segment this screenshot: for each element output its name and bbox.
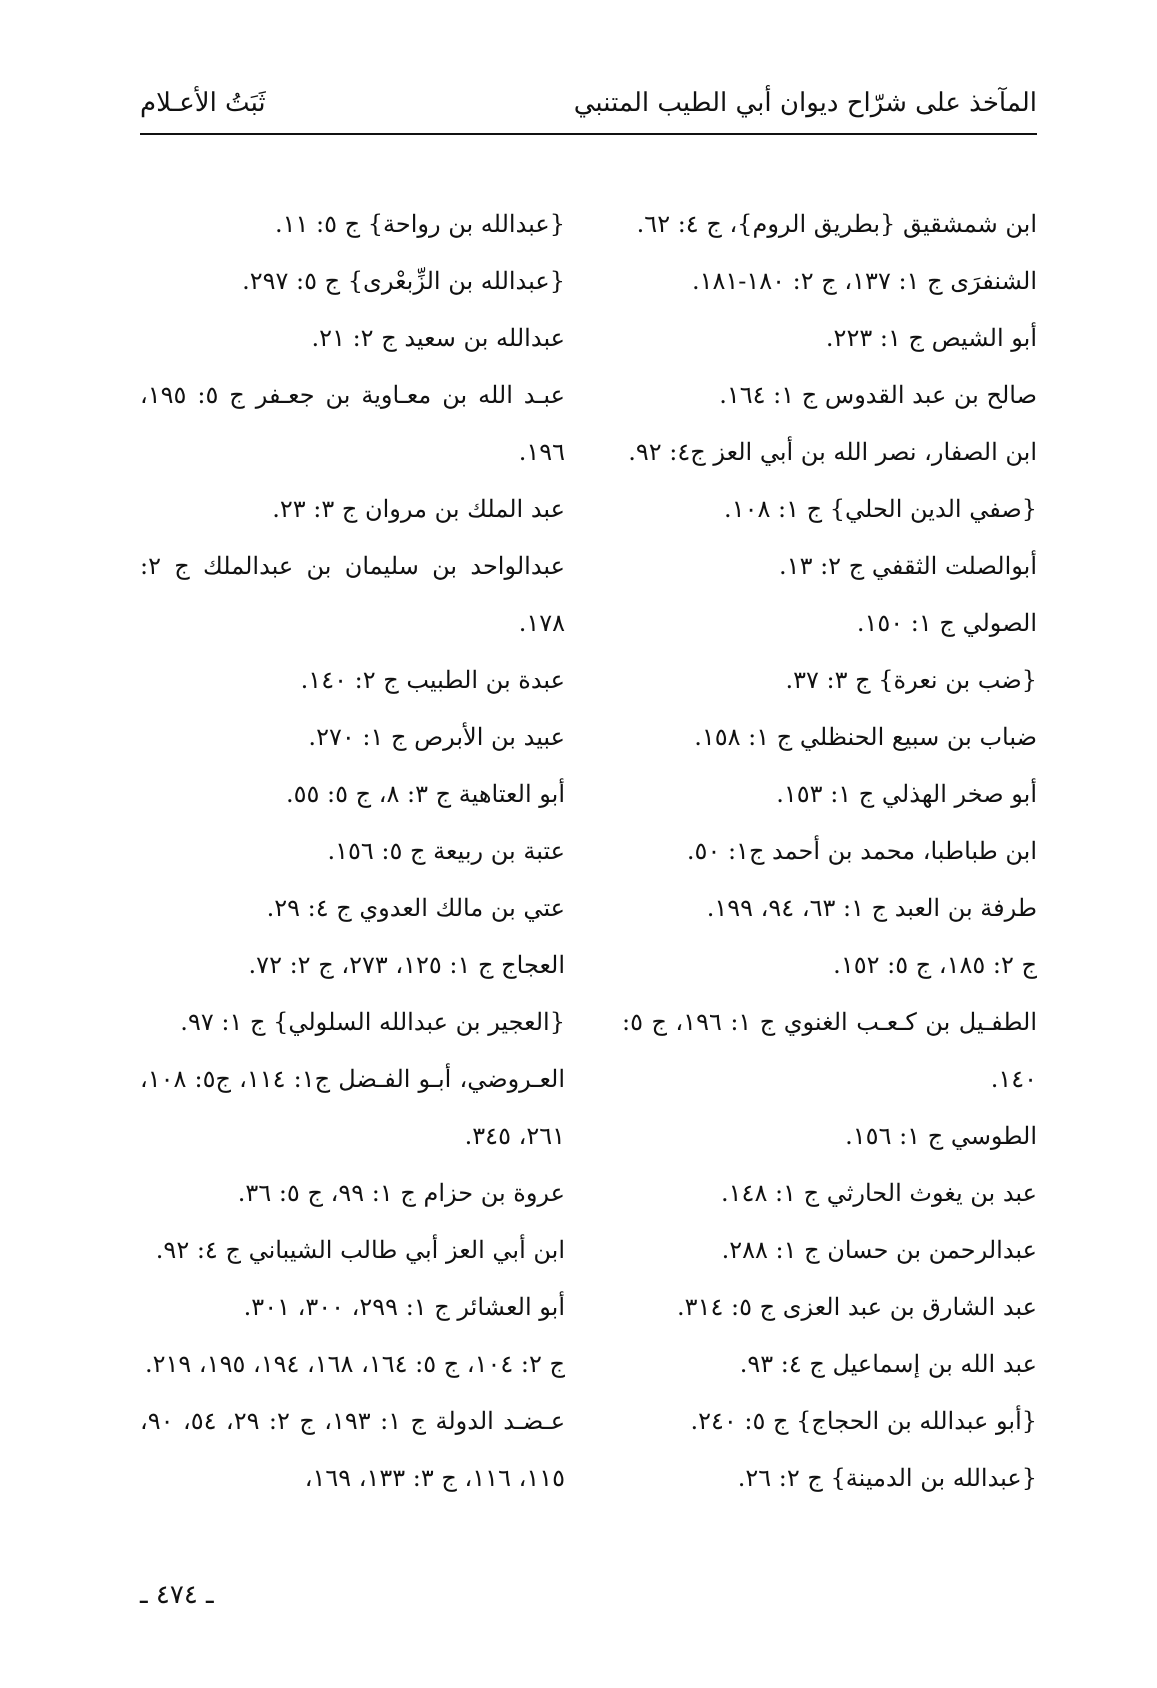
- index-entry: ابن شمشقيق {بطريق الروم}، ج ٤: ٦٢.: [636, 210, 1037, 238]
- index-entry: عبد بن يغوث الحارثي ج ١: ١٤٨.: [721, 1179, 1037, 1207]
- index-entry: عـضـد الدولة ج ١: ١٩٣، ج ٢: ٢٩، ٥٤، ٩٠، ١١٥، ١١٦، ج ٣: ١٣٣، ١٦٩،: [140, 1407, 566, 1492]
- index-entry: ج ٢: ١٨٥، ج ٥: ١٥٢.: [833, 951, 1037, 979]
- index-entry: عروة بن حزام ج ١: ٩٩، ج ٥: ٣٦.: [237, 1179, 565, 1207]
- index-column-left: [140, 196, 565, 1507]
- index-entry: ابن طباطبا، محمد بن أحمد ج١: ٥٠.: [686, 837, 1037, 865]
- index-entry: أبوالصلت الثقفي ج ٢: ١٣.: [779, 552, 1037, 580]
- index-entry: عبدالواحد بن سليمان بن عبدالملك ج ٢: ١٧٨.: [140, 552, 565, 637]
- index-entry: عتي بن مالك العدوي ج ٤: ٢٩.: [266, 894, 565, 922]
- index-entry: {عبدالله بن الزِّبعْرى} ج ٥: ٢٩٧.: [242, 267, 565, 295]
- index-entry: الشنفرَى ج ١: ١٣٧، ج ٢: ١٨٠-١٨١.: [691, 267, 1037, 295]
- index-entry: أبو الشيص ج ١: ٢٢٣.: [825, 324, 1037, 352]
- index-entry: {ضب بن نعرة} ج ٣: ٣٧.: [785, 666, 1037, 694]
- index-entry: ج ٢: ١٠٤، ج ٥: ١٦٤، ١٦٨، ١٩٤، ١٩٥، ٢١٩.: [144, 1350, 565, 1378]
- index-entry: عبد الملك بن مروان ج ٣: ٢٣.: [272, 495, 565, 523]
- index-entry: عبدة بن الطبيب ج ٢: ١٤٠.: [300, 666, 565, 694]
- index-entry: {أبو عبدالله بن الحجاج} ج ٥: ٢٤٠.: [690, 1407, 1037, 1435]
- index-entry: الطفـيل بن كـعـب الغنوي ج ١: ١٩٦، ج ٥: ١٤٠.: [622, 1008, 1037, 1093]
- index-entry: طرفة بن العبد ج ١: ٦٣، ٩٤، ١٩٩.: [706, 894, 1037, 922]
- index-entry: أبو العشائر ج ١: ٢٩٩، ٣٠٠، ٣٠١.: [243, 1293, 565, 1321]
- index-entry: الطوسي ج ١: ١٥٦.: [845, 1122, 1037, 1150]
- index-entry: {عبدالله بن رواحة} ج ٥: ١١.: [274, 210, 565, 238]
- running-header: [140, 84, 1037, 128]
- header-divider: [140, 133, 1037, 135]
- index-entry: عبيد بن الأبرص ج ١: ٢٧٠.: [308, 723, 565, 751]
- index-entry: {العجير بن عبدالله السلولي} ج ١: ٩٧.: [180, 1008, 565, 1036]
- index-entry: أبو العتاهية ج ٣: ٨، ج ٥: ٥٥.: [285, 780, 565, 808]
- index-entry: {عبدالله بن الدمينة} ج ٢: ٢٦.: [737, 1464, 1037, 1492]
- index-entry: العجاج ج ١: ١٢٥، ٢٧٣، ج ٢: ٧٢.: [248, 951, 565, 979]
- page-number: ـ ٤٧٤ ـ: [140, 1580, 214, 1610]
- index-entry: صالح بن عبد القدوس ج ١: ١٦٤.: [719, 381, 1037, 409]
- book-title: المآخذ على شرّاح ديوان أبي الطيب المتنبي: [573, 88, 1037, 118]
- index-entry: عبدالرحمن بن حسان ج ١: ٢٨٨.: [721, 1236, 1037, 1264]
- index-entry: ابن الصفار، نصر الله بن أبي العز ج٤: ٩٢.: [628, 438, 1037, 466]
- index-column-right: [622, 196, 1037, 1507]
- index-entry: عبد الشارق بن عبد العزى ج ٥: ٣١٤.: [677, 1293, 1037, 1321]
- index-entry: عبد الله بن إسماعيل ج ٤: ٩٣.: [739, 1350, 1037, 1378]
- index-entry: عتبة بن ربيعة ج ٥: ١٥٦.: [327, 837, 565, 865]
- index-entry: ابن أبي العز أبي طالب الشيباني ج ٤: ٩٢.: [155, 1236, 565, 1264]
- index-entry: {صفي الدين الحلي} ج ١: ١٠٨.: [724, 495, 1037, 523]
- index-entry: العـروضي، أبـو الفـضل ج١: ١١٤، ج٥: ١٠٨، ٢٦١، ٣٤٥.: [140, 1065, 565, 1150]
- index-entry: ضباب بن سبيع الحنظلي ج ١: ١٥٨.: [694, 723, 1037, 751]
- index-entry: الصولي ج ١: ١٥٠.: [856, 609, 1037, 637]
- index-entry: أبو صخر الهذلي ج ١: ١٥٣.: [776, 780, 1037, 808]
- section-title: ثَبَتُ الأعـلام: [140, 88, 266, 118]
- index-entry: عبدالله بن سعيد ج ٢: ٢١.: [311, 324, 565, 352]
- index-entry: عبـد الله بن معـاوية بن جعـفر ج ٥: ١٩٥، ١٩٦.: [140, 381, 565, 466]
